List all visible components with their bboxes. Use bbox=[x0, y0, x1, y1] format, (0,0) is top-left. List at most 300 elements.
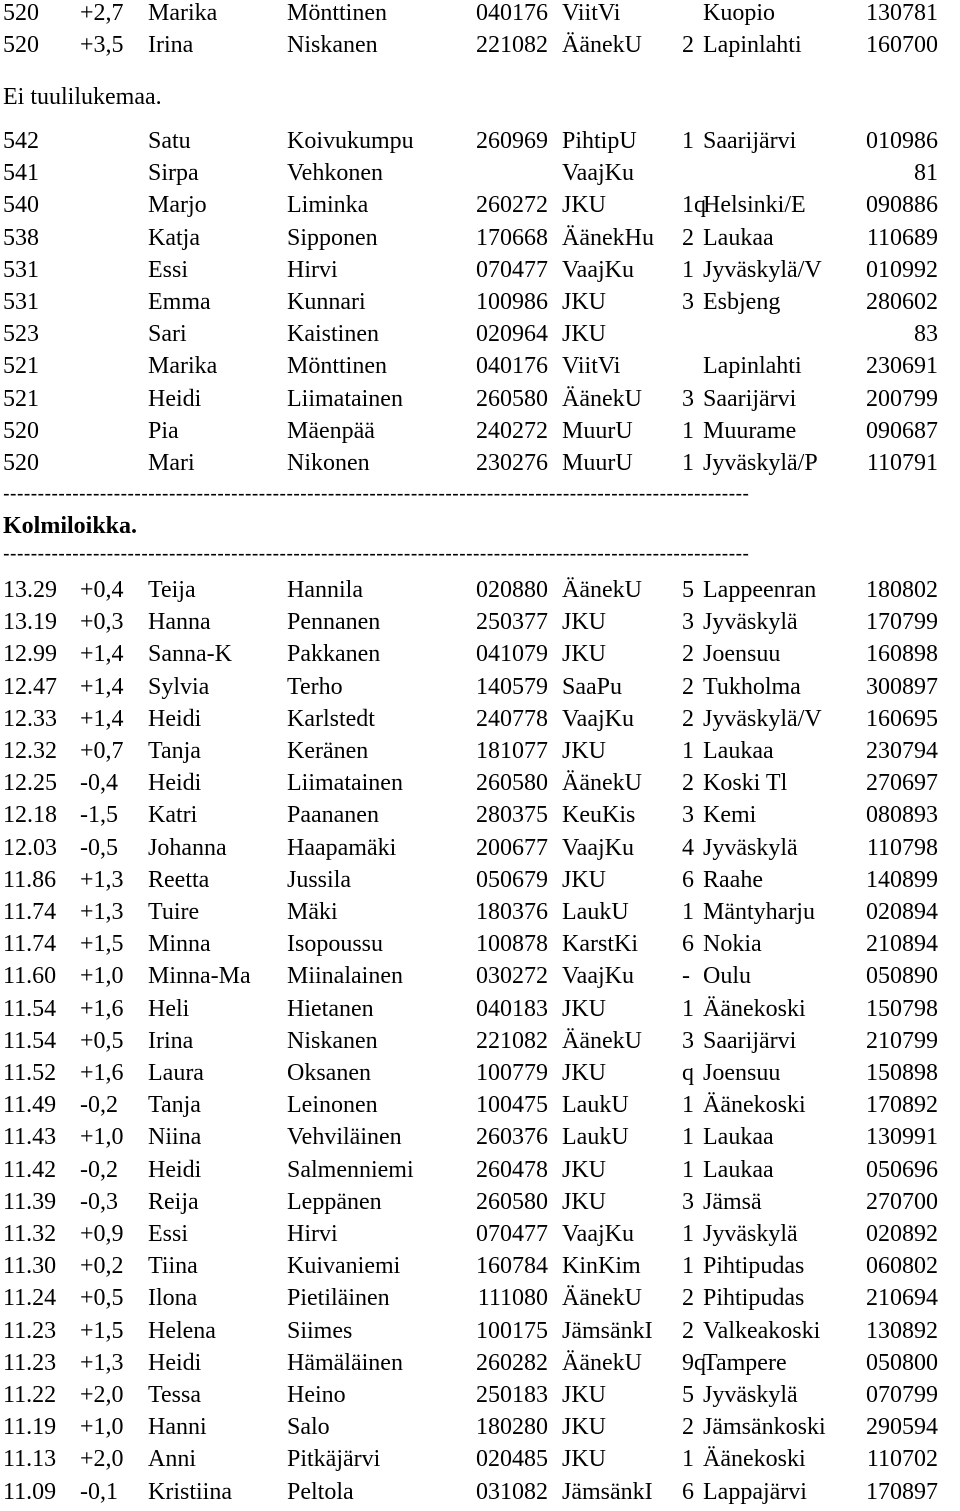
birthdate-cell: 250377 bbox=[476, 609, 548, 636]
date-cell: 020892 bbox=[866, 1221, 938, 1247]
club-cell: JKU bbox=[562, 641, 607, 668]
mark-cell: 11.60 bbox=[3, 963, 57, 990]
result-row bbox=[0, 802, 960, 834]
club-cell: VaajKu bbox=[562, 963, 634, 990]
birthdate-cell: 100986 bbox=[476, 289, 548, 315]
result-row bbox=[0, 1253, 960, 1285]
club-cell: JKU bbox=[562, 321, 607, 348]
last-name-cell: Kunnari bbox=[287, 289, 366, 315]
birthdate-cell: 020485 bbox=[476, 1446, 548, 1473]
last-name-cell: Koivukumpu bbox=[287, 128, 414, 154]
first-name-cell: Essi bbox=[148, 1221, 189, 1247]
result-row bbox=[0, 257, 960, 289]
birthdate-cell: 180376 bbox=[476, 899, 548, 925]
mark-cell: 11.54 bbox=[3, 995, 57, 1022]
first-name-cell: Satu bbox=[148, 128, 191, 154]
last-name-cell: Mönttinen bbox=[287, 0, 387, 26]
first-name-cell: Teija bbox=[148, 577, 196, 603]
club-cell: PihtipU bbox=[562, 128, 637, 154]
club-cell: JKU bbox=[562, 1060, 607, 1086]
club-cell: ViitVi bbox=[562, 353, 621, 380]
result-row bbox=[0, 867, 960, 899]
last-name-cell: Siimes bbox=[287, 1317, 353, 1344]
venue-cell: Laukaa bbox=[703, 738, 774, 764]
club-cell: SaaPu bbox=[562, 673, 622, 700]
date-cell: 160898 bbox=[866, 641, 938, 668]
date-cell: 270700 bbox=[866, 1188, 938, 1215]
result-row bbox=[0, 1221, 960, 1253]
birthdate-cell: 200677 bbox=[476, 834, 548, 861]
place-cell: 3 bbox=[682, 609, 694, 636]
result-row bbox=[0, 1028, 960, 1060]
birthdate-cell: 260580 bbox=[476, 1188, 548, 1215]
wind-cell: +0,2 bbox=[80, 1253, 124, 1280]
last-name-cell: Kaistinen bbox=[287, 321, 379, 348]
venue-cell: Tampere bbox=[703, 1349, 787, 1376]
result-row bbox=[0, 1157, 960, 1189]
wind-cell: -0,2 bbox=[80, 1156, 118, 1183]
last-name-cell: Jussila bbox=[287, 866, 352, 893]
place-cell: 2 bbox=[682, 641, 694, 668]
place-cell: 1 bbox=[682, 899, 694, 925]
first-name-cell: Marika bbox=[148, 0, 218, 26]
first-name-cell: Kristiina bbox=[148, 1478, 232, 1505]
venue-cell: Joensuu bbox=[703, 641, 781, 668]
result-row bbox=[0, 609, 960, 641]
birthdate-cell: 240272 bbox=[476, 417, 548, 444]
club-cell: JKU bbox=[562, 289, 607, 315]
first-name-cell: Heidi bbox=[148, 770, 202, 797]
birthdate-cell: 040176 bbox=[476, 0, 548, 26]
mark-cell: 12.99 bbox=[3, 641, 57, 668]
last-name-cell: Heino bbox=[287, 1382, 346, 1408]
last-name-cell: Hämäläinen bbox=[287, 1349, 403, 1376]
first-name-cell: Irina bbox=[148, 32, 194, 59]
venue-cell: Laukaa bbox=[703, 224, 774, 251]
result-row bbox=[0, 418, 960, 450]
venue-cell: Mäntyharju bbox=[703, 899, 815, 925]
venue-cell: Saarijärvi bbox=[703, 385, 797, 412]
result-row bbox=[0, 1285, 960, 1317]
birthdate-cell: 140579 bbox=[476, 673, 548, 700]
venue-cell: Oulu bbox=[703, 963, 751, 990]
venue-cell: Koski Tl bbox=[703, 770, 788, 797]
last-name-cell: Haapamäki bbox=[287, 834, 397, 861]
birthdate-cell: 230276 bbox=[476, 450, 548, 476]
mark-cell: 520 bbox=[3, 32, 39, 59]
birthdate-cell: 260580 bbox=[476, 385, 548, 412]
first-name-cell: Laura bbox=[148, 1060, 204, 1086]
first-name-cell: Sanna-K bbox=[148, 641, 232, 668]
date-cell: 270697 bbox=[866, 770, 938, 797]
last-name-cell: Liimatainen bbox=[287, 770, 403, 797]
birthdate-cell: 181077 bbox=[476, 738, 548, 764]
venue-cell: Jyväskylä/P bbox=[703, 450, 818, 476]
mark-cell: 520 bbox=[3, 450, 39, 476]
result-row bbox=[0, 835, 960, 867]
result-row bbox=[0, 1318, 960, 1350]
result-row bbox=[0, 1479, 960, 1511]
wind-cell: +1,5 bbox=[80, 1317, 124, 1344]
mark-cell: 12.18 bbox=[3, 802, 57, 829]
first-name-cell: Heidi bbox=[148, 1156, 202, 1183]
birthdate-cell: 221082 bbox=[476, 1027, 548, 1054]
place-cell: 3 bbox=[682, 385, 694, 412]
place-cell: 3 bbox=[682, 1188, 694, 1215]
last-name-cell: Isopoussu bbox=[287, 931, 384, 958]
result-row bbox=[0, 1189, 960, 1221]
result-row bbox=[0, 1414, 960, 1446]
wind-cell: +1,3 bbox=[80, 1349, 124, 1376]
wind-cell: +1,0 bbox=[80, 1414, 124, 1441]
wind-cell: +1,5 bbox=[80, 931, 124, 958]
venue-cell: Saarijärvi bbox=[703, 1027, 797, 1054]
date-cell: 050696 bbox=[866, 1156, 938, 1183]
mark-cell: 11.74 bbox=[3, 899, 57, 925]
venue-cell: Kuopio bbox=[703, 0, 775, 26]
wind-cell: +0,5 bbox=[80, 1027, 124, 1054]
venue-cell: Pihtipudas bbox=[703, 1285, 805, 1312]
date-cell: 160695 bbox=[866, 705, 938, 732]
last-name-cell: Peltola bbox=[287, 1478, 354, 1505]
club-cell: JKU bbox=[562, 866, 607, 893]
first-name-cell: Tessa bbox=[148, 1382, 201, 1408]
first-name-cell: Johanna bbox=[148, 834, 227, 861]
last-name-cell: Salo bbox=[287, 1414, 330, 1441]
venue-cell: Lapinlahti bbox=[703, 353, 802, 380]
date-cell: 160700 bbox=[866, 32, 938, 59]
first-name-cell: Tanja bbox=[148, 738, 201, 764]
place-cell: 5 bbox=[682, 577, 694, 603]
place-cell: 2 bbox=[682, 1317, 694, 1344]
mark-cell: 11.52 bbox=[3, 1060, 57, 1086]
result-row bbox=[0, 1124, 960, 1156]
venue-cell: Joensuu bbox=[703, 1060, 781, 1086]
date-cell: 050800 bbox=[866, 1349, 938, 1376]
mark-cell: 520 bbox=[3, 0, 39, 26]
venue-cell: Lappajärvi bbox=[703, 1478, 807, 1505]
club-cell: LaukU bbox=[562, 899, 629, 925]
mark-cell: 531 bbox=[3, 289, 39, 315]
wind-cell: +1,6 bbox=[80, 1060, 124, 1086]
separator-line: ------------------------------------------------------------------------------------------------------------ bbox=[3, 483, 750, 505]
first-name-cell: Heidi bbox=[148, 1349, 202, 1376]
wind-cell: +1,3 bbox=[80, 866, 124, 893]
birthdate-cell: 260580 bbox=[476, 770, 548, 797]
last-name-cell: Liminka bbox=[287, 192, 369, 219]
section-heading-triple-jump: Kolmiloikka. bbox=[3, 513, 138, 539]
place-cell: 2 bbox=[682, 770, 694, 797]
club-cell: JKU bbox=[562, 995, 607, 1022]
result-row bbox=[0, 738, 960, 770]
wind-cell: +1,0 bbox=[80, 1124, 124, 1151]
club-cell: LaukU bbox=[562, 1124, 629, 1151]
mark-cell: 11.86 bbox=[3, 866, 57, 893]
place-cell: 2 bbox=[682, 705, 694, 732]
place-cell: 1 bbox=[682, 450, 694, 476]
place-cell: 1 bbox=[682, 1221, 694, 1247]
birthdate-cell: 040176 bbox=[476, 353, 548, 380]
mark-cell: 11.19 bbox=[3, 1414, 57, 1441]
result-row bbox=[0, 770, 960, 802]
result-row bbox=[0, 674, 960, 706]
birthdate-cell: 111080 bbox=[477, 1285, 548, 1312]
last-name-cell: Keränen bbox=[287, 738, 369, 764]
wind-cell: +1,4 bbox=[80, 705, 124, 732]
wind-cell: -0,1 bbox=[80, 1478, 118, 1505]
date-cell: 110702 bbox=[866, 1446, 938, 1473]
first-name-cell: Pia bbox=[148, 417, 179, 444]
first-name-cell: Minna-Ma bbox=[148, 963, 251, 990]
first-name-cell: Essi bbox=[148, 256, 189, 283]
birthdate-cell: 100878 bbox=[476, 931, 548, 958]
venue-cell: Saarijärvi bbox=[703, 128, 797, 154]
place-cell: 1 bbox=[682, 1446, 694, 1473]
last-name-cell: Salmenniemi bbox=[287, 1156, 414, 1183]
date-cell: 140899 bbox=[866, 866, 938, 893]
club-cell: ÄänekU bbox=[562, 577, 642, 603]
mark-cell: 12.03 bbox=[3, 834, 57, 861]
club-cell: ÄänekU bbox=[562, 1285, 642, 1312]
date-cell: 210799 bbox=[866, 1027, 938, 1054]
mark-cell: 12.47 bbox=[3, 673, 57, 700]
venue-cell: Äänekoski bbox=[703, 1092, 806, 1119]
place-cell: 5 bbox=[682, 1382, 694, 1408]
last-name-cell: Mäki bbox=[287, 899, 338, 925]
wind-cell: +3,5 bbox=[80, 32, 124, 59]
mark-cell: 521 bbox=[3, 353, 39, 380]
birthdate-cell: 041079 bbox=[476, 641, 548, 668]
date-cell: 130892 bbox=[866, 1317, 938, 1344]
mark-cell: 11.13 bbox=[3, 1446, 57, 1473]
club-cell: LaukU bbox=[562, 1092, 629, 1119]
result-row bbox=[0, 128, 960, 160]
mark-cell: 11.22 bbox=[3, 1382, 57, 1408]
venue-cell: Kemi bbox=[703, 802, 757, 829]
place-cell: 1 bbox=[682, 128, 694, 154]
mark-cell: 12.25 bbox=[3, 770, 57, 797]
birthdate-cell: 050679 bbox=[476, 866, 548, 893]
date-cell: 230691 bbox=[866, 353, 938, 380]
club-cell: VaajKu bbox=[562, 1221, 634, 1247]
place-cell: - bbox=[682, 963, 690, 990]
place-cell: 6 bbox=[682, 931, 694, 958]
place-cell: 2 bbox=[682, 224, 694, 251]
first-name-cell: Ilona bbox=[148, 1285, 198, 1312]
birthdate-cell: 170668 bbox=[476, 224, 548, 251]
mark-cell: 11.23 bbox=[3, 1349, 57, 1376]
birthdate-cell: 100475 bbox=[476, 1092, 548, 1119]
date-cell: 020894 bbox=[866, 899, 938, 925]
last-name-cell: Karlstedt bbox=[287, 705, 375, 732]
venue-cell: Laukaa bbox=[703, 1124, 774, 1151]
place-cell: 4 bbox=[682, 834, 694, 861]
date-cell: 090886 bbox=[866, 192, 938, 219]
venue-cell: Muurame bbox=[703, 417, 797, 444]
birthdate-cell: 070477 bbox=[476, 1221, 548, 1247]
wind-cell: +0,4 bbox=[80, 577, 124, 603]
last-name-cell: Terho bbox=[287, 673, 343, 700]
first-name-cell: Heidi bbox=[148, 385, 202, 412]
birthdate-cell: 260376 bbox=[476, 1124, 548, 1151]
venue-cell: Lappeenran bbox=[703, 577, 817, 603]
place-cell: 1q bbox=[682, 192, 706, 219]
last-name-cell: Miinalainen bbox=[287, 963, 403, 990]
venue-cell: Pihtipudas bbox=[703, 1253, 805, 1280]
first-name-cell: Marjo bbox=[148, 192, 207, 219]
venue-cell: Jyväskylä bbox=[703, 1382, 798, 1408]
result-row bbox=[0, 0, 960, 32]
club-cell: ÄänekU bbox=[562, 32, 642, 59]
wind-cell: +1,6 bbox=[80, 995, 124, 1022]
birthdate-cell: 240778 bbox=[476, 705, 548, 732]
place-cell: 1 bbox=[682, 417, 694, 444]
club-cell: ViitVi bbox=[562, 0, 621, 26]
wind-cell: +2,7 bbox=[80, 0, 124, 26]
first-name-cell: Katja bbox=[148, 224, 200, 251]
result-row bbox=[0, 289, 960, 321]
mark-cell: 11.09 bbox=[3, 1478, 57, 1505]
date-cell: 130991 bbox=[866, 1124, 938, 1151]
date-cell: 150798 bbox=[866, 995, 938, 1022]
result-row bbox=[0, 321, 960, 353]
club-cell: ÄänekU bbox=[562, 1027, 642, 1054]
last-name-cell: Hannila bbox=[287, 577, 363, 603]
mark-cell: 11.42 bbox=[3, 1156, 57, 1183]
club-cell: JämsänkI bbox=[562, 1317, 653, 1344]
venue-cell: Lapinlahti bbox=[703, 32, 802, 59]
mark-cell: 13.19 bbox=[3, 609, 57, 636]
venue-cell: Jyväskylä bbox=[703, 1221, 798, 1247]
date-cell: 110798 bbox=[866, 834, 938, 861]
last-name-cell: Kuivaniemi bbox=[287, 1253, 401, 1280]
club-cell: MuurU bbox=[562, 417, 633, 444]
last-name-cell: Pakkanen bbox=[287, 641, 381, 668]
wind-cell: +1,4 bbox=[80, 673, 124, 700]
mark-cell: 531 bbox=[3, 256, 39, 283]
last-name-cell: Oksanen bbox=[287, 1060, 371, 1086]
club-cell: JKU bbox=[562, 1188, 607, 1215]
last-name-cell: Vehviläinen bbox=[287, 1124, 402, 1151]
place-cell: 1 bbox=[682, 1156, 694, 1183]
wind-cell: +0,3 bbox=[80, 609, 124, 636]
mark-cell: 11.43 bbox=[3, 1124, 57, 1151]
club-cell: KinKim bbox=[562, 1253, 641, 1280]
venue-cell: Laukaa bbox=[703, 1156, 774, 1183]
birthdate-cell: 030272 bbox=[476, 963, 548, 990]
club-cell: ÄänekHu bbox=[562, 224, 654, 251]
venue-cell: Jyväskylä/V bbox=[703, 256, 822, 283]
place-cell: 1 bbox=[682, 995, 694, 1022]
last-name-cell: Nikonen bbox=[287, 450, 370, 476]
club-cell: JKU bbox=[562, 738, 607, 764]
venue-cell: Helsinki/E bbox=[703, 192, 806, 219]
place-cell: 1 bbox=[682, 1124, 694, 1151]
venue-cell: Äänekoski bbox=[703, 1446, 806, 1473]
first-name-cell: Emma bbox=[148, 289, 211, 315]
date-cell: 290594 bbox=[866, 1414, 938, 1441]
club-cell: JKU bbox=[562, 1382, 607, 1408]
last-name-cell: Hirvi bbox=[287, 1221, 338, 1247]
last-name-cell: Mäenpää bbox=[287, 417, 375, 444]
result-row bbox=[0, 160, 960, 192]
result-row bbox=[0, 706, 960, 738]
mark-cell: 523 bbox=[3, 321, 39, 348]
club-cell: MuurU bbox=[562, 450, 633, 476]
birthdate-cell: 160784 bbox=[476, 1253, 548, 1280]
club-cell: VaajKu bbox=[562, 834, 634, 861]
first-name-cell: Katri bbox=[148, 802, 198, 829]
first-name-cell: Heidi bbox=[148, 705, 202, 732]
first-name-cell: Anni bbox=[148, 1446, 196, 1473]
result-row bbox=[0, 450, 960, 482]
result-row bbox=[0, 192, 960, 224]
club-cell: VaajKu bbox=[562, 705, 634, 732]
date-cell: 150898 bbox=[866, 1060, 938, 1086]
place-cell: 3 bbox=[682, 289, 694, 315]
place-cell: 9q bbox=[682, 1349, 706, 1376]
mark-cell: 11.30 bbox=[3, 1253, 57, 1280]
place-cell: 6 bbox=[682, 1478, 694, 1505]
birthdate-cell: 260478 bbox=[476, 1156, 548, 1183]
club-cell: KeuKis bbox=[562, 802, 636, 829]
mark-cell: 541 bbox=[3, 160, 39, 187]
wind-cell: -0,2 bbox=[80, 1092, 118, 1119]
result-row bbox=[0, 32, 960, 64]
first-name-cell: Hanni bbox=[148, 1414, 207, 1441]
club-cell: ÄänekU bbox=[562, 770, 642, 797]
place-cell: 3 bbox=[682, 802, 694, 829]
birthdate-cell: 020964 bbox=[476, 321, 548, 348]
date-cell: 280602 bbox=[866, 289, 938, 315]
birthdate-cell: 250183 bbox=[476, 1382, 548, 1408]
last-name-cell: Mönttinen bbox=[287, 353, 387, 380]
first-name-cell: Sirpa bbox=[148, 160, 199, 187]
place-cell: 2 bbox=[682, 1285, 694, 1312]
mark-cell: 521 bbox=[3, 385, 39, 412]
birthdate-cell: 260282 bbox=[476, 1349, 548, 1376]
mark-cell: 11.54 bbox=[3, 1027, 57, 1054]
result-row bbox=[0, 225, 960, 257]
first-name-cell: Niina bbox=[148, 1124, 202, 1151]
birthdate-cell: 100779 bbox=[476, 1060, 548, 1086]
wind-cell: -0,3 bbox=[80, 1188, 118, 1215]
date-cell: 170799 bbox=[866, 609, 938, 636]
date-cell: 110689 bbox=[866, 224, 938, 251]
first-name-cell: Tanja bbox=[148, 1092, 201, 1119]
last-name-cell: Vehkonen bbox=[287, 160, 383, 187]
result-row bbox=[0, 1350, 960, 1382]
last-name-cell: Niskanen bbox=[287, 32, 378, 59]
mark-cell: 11.74 bbox=[3, 931, 57, 958]
date-cell: 200799 bbox=[866, 385, 938, 412]
result-row bbox=[0, 1446, 960, 1478]
date-cell: 080893 bbox=[866, 802, 938, 829]
first-name-cell: Mari bbox=[148, 450, 195, 476]
club-cell: JKU bbox=[562, 1446, 607, 1473]
date-cell: 060802 bbox=[866, 1253, 938, 1280]
result-row bbox=[0, 996, 960, 1028]
mark-cell: 542 bbox=[3, 128, 39, 154]
wind-cell: +1,3 bbox=[80, 899, 124, 925]
birthdate-cell: 260969 bbox=[476, 128, 548, 154]
first-name-cell: Minna bbox=[148, 931, 211, 958]
venue-cell: Jyväskylä bbox=[703, 834, 798, 861]
place-cell: 2 bbox=[682, 32, 694, 59]
last-name-cell: Pitkäjärvi bbox=[287, 1446, 381, 1473]
birthdate-cell: 260272 bbox=[476, 192, 548, 219]
result-row bbox=[0, 386, 960, 418]
